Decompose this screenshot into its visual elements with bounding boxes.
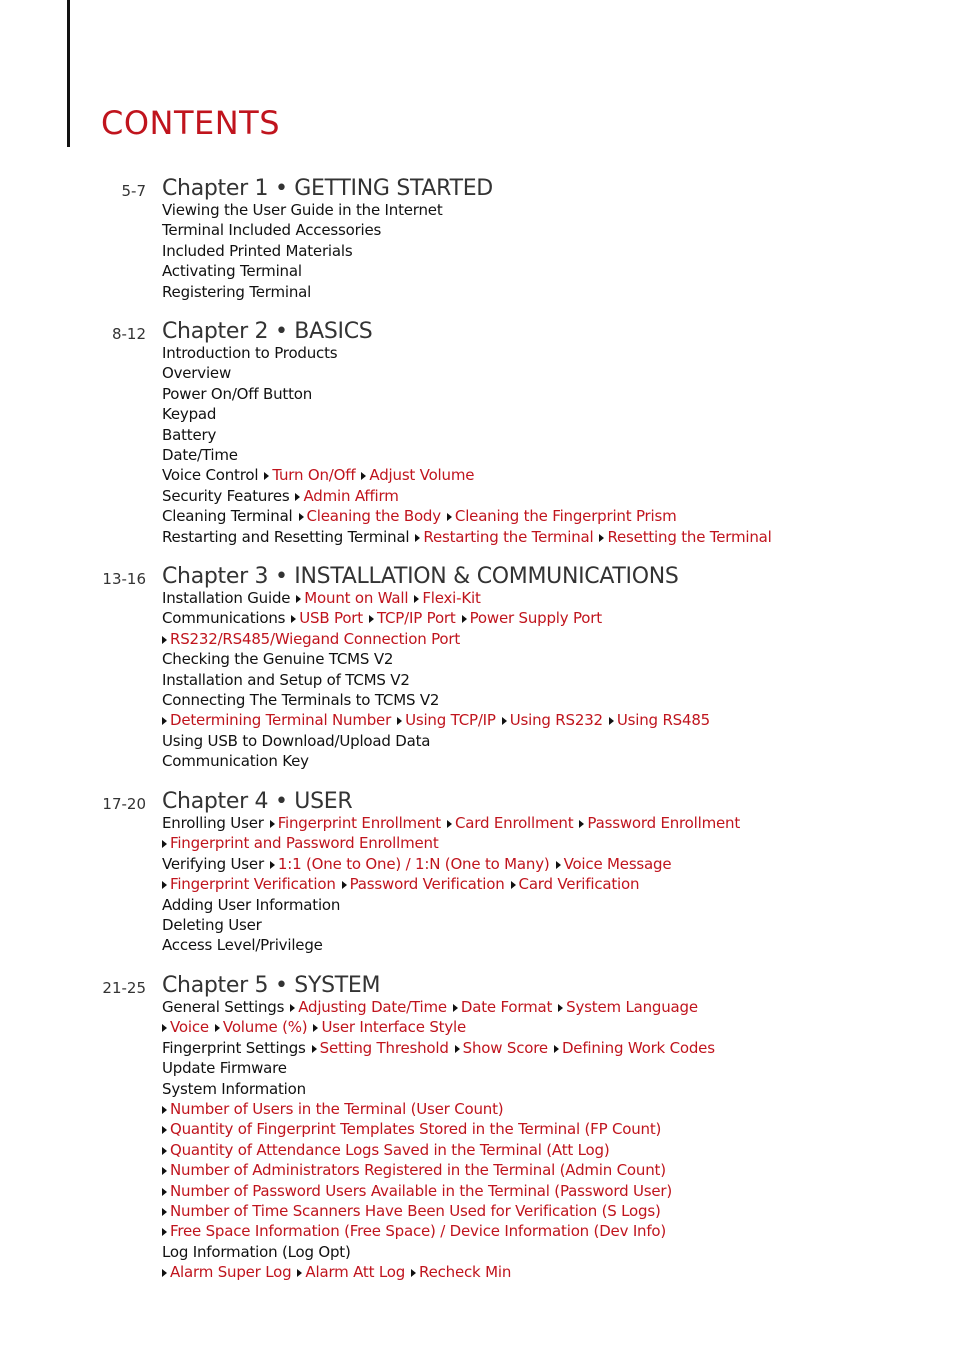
- bullet-arrow-icon: [162, 1188, 167, 1196]
- bullet-arrow-icon: [215, 1024, 220, 1032]
- subtopic-link[interactable]: [162, 875, 336, 893]
- bullet-arrow-icon: [369, 615, 374, 623]
- toc-line: [162, 1119, 715, 1139]
- bullet-arrow-icon: [511, 881, 516, 889]
- subtopic-link[interactable]: [162, 1120, 661, 1138]
- bullet-arrow-icon: [162, 717, 167, 725]
- toc-line: [162, 935, 740, 955]
- subtopic-label: Date Format: [460, 998, 553, 1016]
- bullet-arrow-icon: [411, 1269, 416, 1277]
- subtopic-link[interactable]: [447, 814, 573, 832]
- topic-label[interactable]: Viewing the User Guide in the Internet: [162, 201, 443, 219]
- chapter-page-range: 17-20: [102, 795, 146, 813]
- bullet-arrow-icon: [313, 1024, 318, 1032]
- bullet-arrow-icon: [162, 636, 167, 644]
- bullet-arrow-icon: [447, 820, 452, 828]
- topic-label[interactable]: Voice Control: [162, 466, 259, 485]
- chapter-title[interactable]: Chapter 1 • GETTING STARTED: [162, 176, 493, 201]
- bullet-arrow-icon: [162, 1147, 167, 1155]
- subtopic-link[interactable]: [554, 1039, 715, 1057]
- subtopic-label: System Language: [566, 998, 698, 1016]
- toc-line: [162, 1262, 715, 1282]
- bullet-arrow-icon: [291, 615, 296, 623]
- toc-line: [162, 282, 443, 302]
- toc-line: [162, 1160, 715, 1180]
- toc-line: [162, 486, 772, 506]
- subtopic-link[interactable]: [556, 855, 672, 873]
- toc-line: [162, 833, 740, 853]
- subtopic-label: Alarm Super Log: [170, 1263, 292, 1282]
- bullet-arrow-icon: [554, 1045, 559, 1053]
- chapter-topics: [162, 200, 443, 302]
- toc-line: [162, 915, 740, 935]
- subtopic-label: Password Verification: [349, 875, 505, 894]
- subtopic-link[interactable]: [296, 589, 408, 607]
- bullet-arrow-icon: [361, 472, 366, 480]
- subtopic-label: Resetting the Terminal: [607, 527, 772, 546]
- bullet-arrow-icon: [462, 615, 467, 623]
- bullet-arrow-icon: [295, 493, 300, 501]
- bullet-arrow-icon: [264, 472, 269, 480]
- toc-line: [162, 608, 710, 628]
- topic-label[interactable]: Update Firmware: [162, 1059, 287, 1078]
- subtopic-label: Using TCP/IP: [405, 711, 496, 730]
- topic-label[interactable]: Fingerprint Settings: [162, 1038, 306, 1057]
- subtopic-link[interactable]: [162, 1018, 209, 1036]
- subtopic-link[interactable]: [162, 1141, 609, 1159]
- toc-line: [162, 997, 715, 1017]
- subtopic-label: Quantity of Fingerprint Templates Stored in the Terminal (FP Count): [170, 1120, 662, 1139]
- toc-line: [162, 1017, 715, 1037]
- toc-line: [162, 506, 772, 526]
- topic-label[interactable]: Installation Guide: [162, 589, 291, 607]
- toc-line: [162, 895, 740, 915]
- subtopic-link[interactable]: [162, 1202, 661, 1220]
- chapter-topics: [162, 813, 740, 956]
- margin-rule: [67, 0, 70, 147]
- subtopic-label: Number of Administrators Registered in the Terminal (Admin Count): [170, 1161, 666, 1180]
- bullet-arrow-icon: [162, 1106, 167, 1114]
- toc-line: [162, 241, 443, 261]
- bullet-arrow-icon: [162, 1126, 167, 1134]
- chapter-title[interactable]: Chapter 4 • USER: [162, 789, 353, 814]
- subtopic-label: Number of Password Users Available in the Terminal (Password User): [170, 1181, 673, 1200]
- subtopic-link[interactable]: [502, 711, 603, 729]
- bullet-arrow-icon: [162, 1024, 167, 1032]
- toc-line: [162, 1099, 715, 1119]
- subtopic-label: Card Enrollment: [455, 814, 574, 832]
- chapter-topics: [162, 997, 715, 1282]
- subtopic-label: Restarting the Terminal: [423, 527, 594, 546]
- subtopic-link[interactable]: [162, 1222, 666, 1240]
- bullet-arrow-icon: [270, 861, 275, 869]
- subtopic-label: Card Verification: [518, 875, 640, 894]
- toc-line: [162, 200, 443, 220]
- toc-line: [162, 1058, 715, 1078]
- topic-label[interactable]: Included Printed Materials: [162, 241, 353, 260]
- subtopic-link[interactable]: [342, 875, 505, 893]
- toc-line: [162, 527, 772, 547]
- topic-label[interactable]: Connecting The Terminals to TCMS V2: [162, 690, 440, 709]
- subtopic-link[interactable]: [361, 466, 474, 484]
- toc-line: [162, 629, 710, 649]
- subtopic-label: Quantity of Attendance Logs Saved in the Terminal (Att Log): [170, 1140, 610, 1159]
- subtopic-label: Fingerprint Enrollment: [277, 814, 441, 832]
- topic-label[interactable]: Battery: [162, 425, 217, 444]
- bullet-arrow-icon: [342, 881, 347, 889]
- subtopic-label: Determining Terminal Number: [170, 711, 392, 730]
- subtopic-link[interactable]: [312, 1039, 449, 1057]
- subtopic-label: Adjusting Date/Time: [298, 998, 447, 1016]
- subtopic-link[interactable]: [369, 609, 456, 627]
- subtopic-link[interactable]: [411, 1263, 511, 1281]
- subtopic-label: Using RS485: [616, 711, 711, 730]
- bullet-arrow-icon: [162, 1167, 167, 1175]
- topic-label[interactable]: Introduction to Products: [162, 344, 338, 362]
- subtopic-link[interactable]: [162, 834, 439, 852]
- subtopic-link[interactable]: [264, 466, 355, 484]
- subtopic-label: User Interface Style: [321, 1018, 466, 1037]
- bullet-arrow-icon: [299, 513, 304, 521]
- bullet-arrow-icon: [312, 1045, 317, 1053]
- topic-label[interactable]: Date/Time: [162, 445, 238, 464]
- subtopic-link[interactable]: [415, 528, 593, 546]
- bullet-arrow-icon: [162, 840, 167, 848]
- toc-line: [162, 854, 740, 874]
- toc-line: [162, 343, 772, 363]
- subtopic-label: Adjust Volume: [369, 466, 475, 485]
- toc-line: [162, 1140, 715, 1160]
- subtopic-label: Fingerprint Verification: [170, 875, 336, 894]
- bullet-arrow-icon: [558, 1004, 563, 1012]
- toc-line: [162, 363, 772, 383]
- topic-label[interactable]: Installation and Setup of TCMS V2: [162, 670, 410, 689]
- topic-label[interactable]: Communications: [162, 609, 286, 628]
- subtopic-label: 1:1 (One to One) / 1:N (One to Many): [277, 854, 550, 873]
- subtopic-link[interactable]: [270, 814, 441, 832]
- bullet-arrow-icon: [297, 1269, 302, 1277]
- subtopic-link[interactable]: [558, 998, 698, 1016]
- topic-label[interactable]: Registering Terminal: [162, 282, 312, 301]
- subtopic-link[interactable]: [297, 1263, 405, 1281]
- bullet-arrow-icon: [162, 1208, 167, 1216]
- subtopic-label: Power Supply Port: [469, 609, 602, 628]
- subtopic-link[interactable]: [162, 1161, 666, 1179]
- topic-label[interactable]: Adding User Information: [162, 895, 341, 914]
- subtopic-link[interactable]: [270, 855, 550, 873]
- topic-label[interactable]: Using USB to Download/Upload Data: [162, 731, 431, 750]
- toc-line: [162, 404, 772, 424]
- bullet-arrow-icon: [415, 534, 420, 542]
- subtopic-label: Cleaning the Fingerprint Prism: [454, 507, 677, 526]
- chapter-page-range: 13-16: [102, 570, 146, 588]
- toc-line: [162, 649, 710, 669]
- subtopic-label: Number of Time Scanners Have Been Used for Verification (S Logs): [170, 1201, 661, 1220]
- subtopic-label: Turn On/Off: [272, 466, 356, 485]
- subtopic-link[interactable]: [511, 875, 640, 893]
- toc-line: [162, 261, 443, 281]
- topic-label[interactable]: Deleting User: [162, 915, 262, 934]
- subtopic-link[interactable]: [414, 589, 480, 607]
- chapter-topics: [162, 343, 772, 547]
- topic-label[interactable]: General Settings: [162, 998, 285, 1016]
- subtopic-link[interactable]: [162, 711, 391, 729]
- topic-label[interactable]: Overview: [162, 364, 232, 383]
- bullet-arrow-icon: [556, 861, 561, 869]
- subtopic-link[interactable]: [447, 507, 677, 525]
- subtopic-link[interactable]: [162, 1263, 291, 1281]
- subtopic-label: Free Space Information (Free Space) / Device Information (Dev Info): [170, 1222, 667, 1241]
- chapter-topics: [162, 588, 710, 772]
- subtopic-link[interactable]: [290, 998, 447, 1016]
- subtopic-label: RS232/RS485/Wiegand Connection Port: [170, 629, 461, 648]
- toc-line: [162, 588, 710, 608]
- subtopic-link[interactable]: [162, 630, 460, 648]
- bullet-arrow-icon: [447, 513, 452, 521]
- bullet-arrow-icon: [599, 534, 604, 542]
- toc-line: [162, 220, 443, 240]
- toc-line: [162, 751, 710, 771]
- subtopic-label: Setting Threshold: [319, 1038, 449, 1057]
- bullet-arrow-icon: [162, 1269, 167, 1277]
- subtopic-link[interactable]: [295, 487, 398, 505]
- subtopic-label: Volume (%): [222, 1018, 308, 1037]
- topic-label[interactable]: Security Features: [162, 486, 290, 505]
- topic-label[interactable]: Power On/Off Button: [162, 384, 313, 403]
- topic-label[interactable]: Checking the Genuine TCMS V2: [162, 650, 394, 669]
- toc-line: [162, 1079, 715, 1099]
- toc-line: [162, 384, 772, 404]
- toc-line: [162, 1181, 715, 1201]
- subtopic-label: Using RS232: [509, 711, 603, 730]
- topic-label[interactable]: System Information: [162, 1079, 306, 1098]
- toc-line: [162, 425, 772, 445]
- subtopic-label: Admin Affirm: [303, 486, 399, 505]
- subtopic-link[interactable]: [462, 609, 602, 627]
- bullet-arrow-icon: [414, 595, 419, 603]
- bullet-arrow-icon: [162, 1228, 167, 1236]
- subtopic-link[interactable]: [397, 711, 496, 729]
- toc-line: [162, 690, 710, 710]
- subtopic-label: Voice Message: [563, 854, 672, 873]
- page-title: CONTENTS: [101, 104, 281, 142]
- subtopic-label: Alarm Att Log: [305, 1263, 406, 1282]
- subtopic-label: Fingerprint and Password Enrollment: [170, 834, 439, 853]
- subtopic-label: Voice: [170, 1018, 209, 1037]
- subtopic-label: Mount on Wall: [304, 589, 409, 607]
- toc-line: [162, 710, 710, 730]
- subtopic-link[interactable]: [299, 507, 441, 525]
- toc-line: [162, 670, 710, 690]
- toc-line: [162, 1242, 715, 1262]
- subtopic-label: Defining Work Codes: [561, 1038, 715, 1057]
- subtopic-label: Show Score: [462, 1038, 548, 1057]
- chapter-title[interactable]: Chapter 3 • INSTALLATION & COMMUNICATIONS: [162, 564, 679, 589]
- bullet-arrow-icon: [453, 1004, 458, 1012]
- toc-line: [162, 731, 710, 751]
- topic-label[interactable]: Restarting and Resetting Terminal: [162, 527, 410, 546]
- chapter-page-range: 5-7: [121, 182, 146, 200]
- topic-label[interactable]: Log Information (Log Opt): [162, 1242, 351, 1261]
- subtopic-link[interactable]: [609, 711, 710, 729]
- bullet-arrow-icon: [270, 820, 275, 828]
- toc-line: [162, 465, 772, 485]
- bullet-arrow-icon: [579, 820, 584, 828]
- topic-label[interactable]: Cleaning Terminal: [162, 507, 293, 526]
- bullet-arrow-icon: [609, 717, 614, 725]
- bullet-arrow-icon: [290, 1004, 295, 1012]
- subtopic-link[interactable]: [455, 1039, 548, 1057]
- topic-label[interactable]: Activating Terminal: [162, 262, 302, 281]
- subtopic-link[interactable]: [215, 1018, 308, 1036]
- bullet-arrow-icon: [502, 717, 507, 725]
- subtopic-link[interactable]: [291, 609, 363, 627]
- toc-line: [162, 1038, 715, 1058]
- chapter-page-range: 21-25: [102, 979, 146, 997]
- topic-label[interactable]: Terminal Included Accessories: [162, 221, 382, 240]
- subtopic-label: Cleaning the Body: [306, 507, 441, 526]
- topic-label[interactable]: Communication Key: [162, 752, 309, 771]
- bullet-arrow-icon: [455, 1045, 460, 1053]
- topic-label[interactable]: Keypad: [162, 405, 217, 424]
- subtopic-label: USB Port: [299, 609, 363, 628]
- bullet-arrow-icon: [296, 595, 301, 603]
- subtopic-link[interactable]: [162, 1100, 503, 1118]
- subtopic-link[interactable]: [162, 1182, 672, 1200]
- toc-line: [162, 874, 740, 894]
- chapter-title[interactable]: Chapter 2 • BASICS: [162, 319, 373, 344]
- subtopic-label: TCP/IP Port: [376, 609, 456, 628]
- subtopic-link[interactable]: [579, 814, 740, 832]
- chapter-page-range: 8-12: [111, 325, 146, 343]
- topic-label[interactable]: Enrolling User: [162, 814, 264, 832]
- topic-label[interactable]: Access Level/Privilege: [162, 936, 323, 955]
- toc-line: [162, 445, 772, 465]
- subtopic-link[interactable]: [313, 1018, 466, 1036]
- topic-label[interactable]: Verifying User: [162, 854, 264, 873]
- toc-line: [162, 1201, 715, 1221]
- subtopic-label: Recheck Min: [419, 1263, 512, 1282]
- bullet-arrow-icon: [397, 717, 402, 725]
- subtopic-link[interactable]: [599, 528, 771, 546]
- subtopic-label: Flexi-Kit: [422, 589, 481, 607]
- subtopic-label: Password Enrollment: [587, 814, 741, 832]
- toc-line: [162, 1221, 715, 1241]
- subtopic-link[interactable]: [453, 998, 552, 1016]
- bullet-arrow-icon: [162, 881, 167, 889]
- chapter-title[interactable]: Chapter 5 • SYSTEM: [162, 973, 381, 998]
- subtopic-label: Number of Users in the Terminal (User Count): [170, 1099, 504, 1118]
- toc-line: [162, 813, 740, 833]
